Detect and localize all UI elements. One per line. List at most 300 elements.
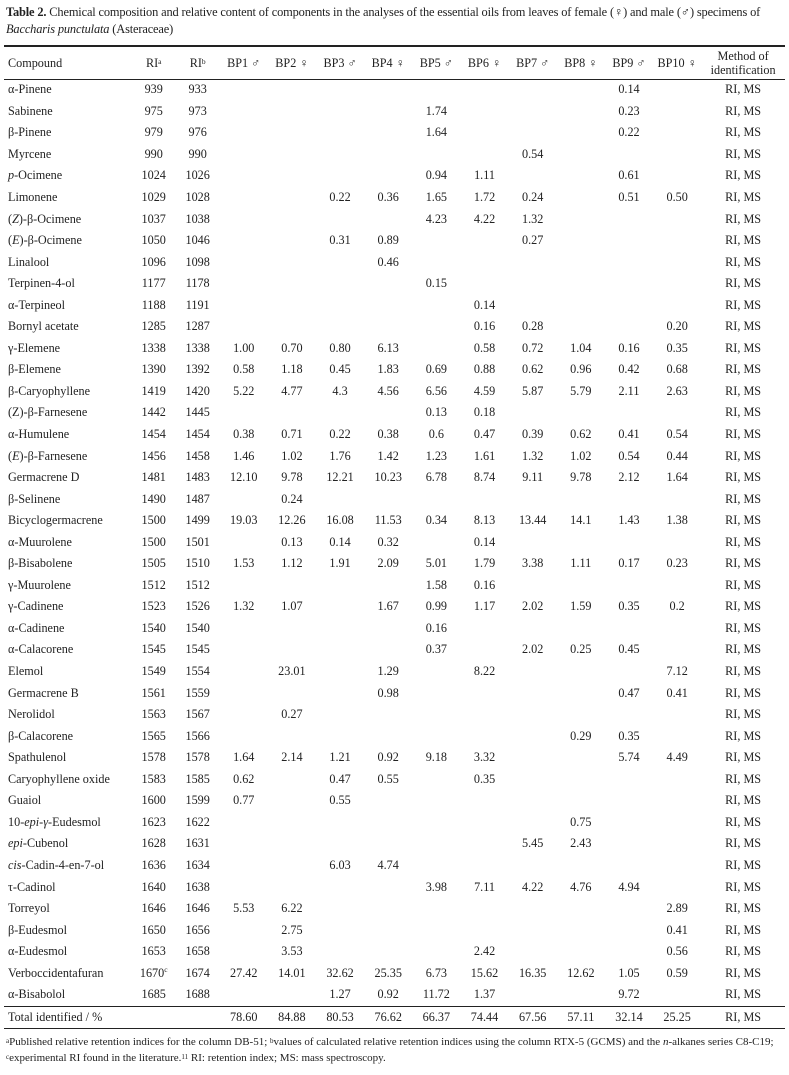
total-method-cell: RI, MS bbox=[701, 1006, 785, 1029]
table-row bbox=[4, 769, 785, 791]
sample-value-cell bbox=[268, 273, 316, 295]
compound-name: Germacrene D bbox=[8, 470, 80, 485]
ri-a-cell bbox=[132, 165, 176, 187]
sample-value-cell: 0.51 bbox=[618, 190, 640, 204]
sample-value-cell: 0.28 bbox=[522, 319, 544, 334]
sample-value-cell: 0.22 bbox=[329, 427, 351, 442]
sample-value-cell bbox=[220, 101, 268, 123]
ri-a-value: 1454 bbox=[141, 427, 166, 442]
sample-value-cell: 7.11 bbox=[474, 879, 495, 894]
sample-value-cell bbox=[220, 575, 268, 597]
sample-value-cell: 0.96 bbox=[570, 362, 592, 377]
table-row bbox=[4, 639, 785, 661]
sample-value-cell: 1.59 bbox=[570, 599, 592, 614]
sample-value-cell bbox=[316, 316, 364, 338]
footnote-end-text: RI: retention index; MS: mass spectroscopy. bbox=[188, 1051, 386, 1064]
sample-value-cell bbox=[557, 984, 605, 1006]
ri-b-cell: 976 bbox=[188, 125, 207, 140]
ri-b-cell: 1420 bbox=[185, 383, 210, 398]
sample-value-cell bbox=[557, 402, 605, 424]
sample-value-cell: 0.24 bbox=[281, 491, 303, 506]
table-row bbox=[4, 101, 785, 123]
table-row bbox=[4, 445, 785, 467]
ri-b-cell: 933 bbox=[188, 82, 207, 97]
sample-value-cell: 4.76 bbox=[570, 879, 592, 894]
compound-italic: p bbox=[8, 168, 15, 183]
sample-value-cell: 0.92 bbox=[377, 987, 399, 1002]
sample-value-cell: 1.58 bbox=[425, 577, 448, 592]
sample-value-cell bbox=[268, 725, 316, 747]
sample-value-cell: 2.43 bbox=[570, 836, 592, 851]
sample-value-cell: 4.3 bbox=[332, 383, 348, 398]
sample-value-cell bbox=[557, 704, 605, 726]
sample-value-cell bbox=[364, 101, 412, 123]
ri-a-cell bbox=[132, 919, 176, 941]
header-method-line2: identification bbox=[710, 62, 776, 77]
compound-name: α-Cadinene bbox=[8, 620, 65, 635]
compound-name: β-Eudesmol bbox=[8, 922, 68, 937]
ri-b-cell: 1487 bbox=[185, 491, 210, 506]
sample-value-cell bbox=[460, 618, 508, 640]
sample-value-cell: 1.83 bbox=[377, 362, 399, 377]
sample-value-cell bbox=[220, 855, 268, 877]
sample-value-cell bbox=[509, 79, 557, 101]
sample-value-cell bbox=[557, 122, 605, 144]
sample-value-cell bbox=[557, 790, 605, 812]
table-row bbox=[4, 919, 785, 941]
table-row bbox=[4, 165, 785, 187]
method-cell: RI, MS bbox=[725, 297, 762, 312]
ri-b-cell: 1566 bbox=[185, 728, 210, 743]
ri-a-value: 1037 bbox=[141, 211, 166, 226]
ri-a-value: 1481 bbox=[141, 470, 166, 485]
sample-value-cell: 0.16 bbox=[473, 319, 496, 334]
sample-value-cell: 0.22 bbox=[618, 125, 640, 140]
sample-value-cell: 4.59 bbox=[473, 383, 496, 398]
sample-value-cell bbox=[220, 618, 268, 640]
sample-value-cell bbox=[412, 682, 460, 704]
sample-value-cell bbox=[653, 251, 701, 273]
sample-value-cell bbox=[364, 273, 412, 295]
total-ri-a-empty bbox=[132, 1006, 176, 1029]
method-cell: RI, MS bbox=[725, 254, 762, 269]
sample-value-cell bbox=[509, 941, 557, 963]
table-label: Table 2. bbox=[6, 5, 47, 19]
footnote-c-marker: c bbox=[6, 1052, 10, 1061]
method-cell: RI, MS bbox=[725, 383, 762, 398]
ri-a-value: 1646 bbox=[141, 901, 166, 916]
total-value-cell: 57.11 bbox=[557, 1006, 605, 1029]
sample-value-cell bbox=[268, 769, 316, 791]
sample-value-cell: 0.36 bbox=[377, 190, 399, 204]
sample-value-cell bbox=[268, 208, 316, 230]
sample-value-cell bbox=[509, 725, 557, 747]
sample-value-cell bbox=[605, 661, 653, 683]
compound-paren-close: ) bbox=[19, 233, 24, 248]
sample-value-cell bbox=[316, 618, 364, 640]
ri-b-cell: 1567 bbox=[185, 707, 210, 722]
ri-b-cell: 1098 bbox=[185, 254, 210, 269]
sample-value-cell: 0.44 bbox=[666, 448, 688, 463]
sample-value-cell bbox=[220, 833, 268, 855]
sample-value-cell: 0.54 bbox=[666, 427, 688, 442]
sample-value-cell bbox=[460, 898, 508, 920]
sample-value-cell bbox=[653, 876, 701, 898]
compound-cell bbox=[4, 531, 132, 553]
ri-b-cell: 1599 bbox=[185, 793, 210, 808]
sample-value-cell: 0.71 bbox=[281, 427, 303, 442]
method-cell: RI, MS bbox=[725, 728, 762, 743]
sample-value-cell: 32.62 bbox=[326, 965, 354, 980]
sample-value-cell bbox=[364, 144, 412, 166]
compound-name: Nerolidol bbox=[8, 707, 55, 722]
compound-cell bbox=[4, 144, 132, 166]
sample-value-cell bbox=[653, 402, 701, 424]
sample-value-cell: 0.59 bbox=[666, 965, 688, 980]
sample-value-cell bbox=[412, 898, 460, 920]
sample-value-cell: 0.35 bbox=[618, 599, 640, 614]
compound-italic: γ bbox=[43, 814, 49, 829]
ri-a-value: 1583 bbox=[141, 771, 166, 786]
sample-value-cell bbox=[653, 101, 701, 123]
sample-value-cell: 0.18 bbox=[473, 405, 496, 420]
sample-value-cell bbox=[316, 165, 364, 187]
ri-a-value: 939 bbox=[144, 82, 163, 97]
sample-value-cell: 0.35 bbox=[618, 728, 640, 743]
sample-value-cell: 0.58 bbox=[233, 362, 255, 377]
ri-b-cell: 1499 bbox=[185, 513, 210, 528]
sample-value-cell: 0.17 bbox=[618, 556, 640, 571]
sample-value-cell bbox=[220, 165, 268, 187]
header-ri-b-sup: b bbox=[201, 56, 206, 66]
sample-value-cell: 10.23 bbox=[374, 470, 402, 485]
sample-value-cell bbox=[509, 661, 557, 683]
ri-a-value: 1549 bbox=[141, 664, 166, 679]
method-cell: RI, MS bbox=[725, 470, 762, 485]
table-row bbox=[4, 682, 785, 704]
sample-value-cell bbox=[364, 122, 412, 144]
sample-value-cell bbox=[460, 251, 508, 273]
table-row bbox=[4, 553, 785, 575]
ri-a-value: 1500 bbox=[141, 534, 166, 549]
footnote-b-text2: -alkanes series C8-C19; bbox=[668, 1036, 774, 1048]
table-row bbox=[4, 316, 785, 338]
sample-value-cell bbox=[557, 898, 605, 920]
sample-value-cell: 1.11 bbox=[474, 168, 495, 183]
sample-value-cell bbox=[364, 898, 412, 920]
ri-a-cell bbox=[132, 338, 176, 360]
sample-value-cell: 0.55 bbox=[329, 793, 351, 808]
sample-value-cell bbox=[509, 769, 557, 791]
sample-value-cell bbox=[557, 747, 605, 769]
sample-value-cell: 0.94 bbox=[425, 168, 448, 183]
table-row bbox=[4, 790, 785, 812]
ri-b-cell: 1540 bbox=[185, 620, 210, 635]
sample-value-cell bbox=[220, 208, 268, 230]
total-value-cell: 76.62 bbox=[364, 1006, 412, 1029]
table-row bbox=[4, 381, 785, 403]
sample-value-cell: 1.18 bbox=[281, 362, 303, 377]
sample-value-cell bbox=[268, 833, 316, 855]
footnote-a-marker: a bbox=[6, 1037, 10, 1045]
compound-cell bbox=[4, 962, 132, 984]
method-cell: RI, MS bbox=[725, 276, 762, 291]
sample-value-cell bbox=[268, 79, 316, 101]
sample-value-cell bbox=[412, 941, 460, 963]
sample-value-cell bbox=[557, 855, 605, 877]
sample-value-cell bbox=[316, 273, 364, 295]
ri-a-value: 990 bbox=[144, 146, 163, 161]
sample-value-cell bbox=[557, 919, 605, 941]
sample-value-cell bbox=[220, 725, 268, 747]
ri-a-cell bbox=[132, 381, 176, 403]
sample-value-cell: 1.65 bbox=[425, 190, 448, 204]
ri-a-value: 1670 bbox=[139, 965, 165, 980]
ri-b-cell: 1674 bbox=[185, 965, 210, 980]
sample-value-cell bbox=[460, 101, 508, 123]
sample-value-cell bbox=[268, 101, 316, 123]
sample-value-cell: 5.45 bbox=[522, 836, 544, 851]
compound-cell bbox=[4, 769, 132, 791]
table-row bbox=[4, 661, 785, 683]
sample-value-cell bbox=[412, 812, 460, 834]
ri-a-cell bbox=[132, 424, 176, 446]
sample-value-cell: 19.03 bbox=[230, 513, 258, 528]
method-cell: RI, MS bbox=[725, 448, 762, 463]
sample-value-cell: 2.02 bbox=[522, 599, 544, 614]
sample-value-cell bbox=[509, 531, 557, 553]
ri-a-value: 1490 bbox=[141, 491, 166, 506]
sample-value-cell bbox=[268, 682, 316, 704]
sample-value-cell: 0.13 bbox=[425, 405, 448, 420]
ri-b-cell: 1585 bbox=[185, 771, 210, 786]
composition-table bbox=[4, 46, 785, 1029]
compound-cell bbox=[4, 812, 132, 834]
ri-a-cell bbox=[132, 402, 176, 424]
sample-value-cell: 6.56 bbox=[425, 383, 448, 398]
sample-value-cell bbox=[460, 122, 508, 144]
compound-name: τ-Cadinol bbox=[8, 879, 56, 894]
sample-value-cell: 5.87 bbox=[522, 383, 544, 398]
ri-a-value: 1500 bbox=[141, 513, 166, 528]
ri-b-cell: 1338 bbox=[185, 340, 210, 355]
compound-part: - bbox=[39, 814, 44, 829]
sample-value-cell bbox=[460, 919, 508, 941]
sample-value-cell bbox=[509, 251, 557, 273]
table-row bbox=[4, 208, 785, 230]
sample-value-cell bbox=[316, 941, 364, 963]
ri-a-cell bbox=[132, 467, 176, 489]
footnote-n-italic: n bbox=[662, 1036, 669, 1048]
ri-b-cell: 1191 bbox=[185, 297, 210, 312]
table-row bbox=[4, 855, 785, 877]
sample-value-cell bbox=[268, 790, 316, 812]
ri-a-value: 1096 bbox=[141, 254, 166, 269]
sample-value-cell: 0.62 bbox=[570, 427, 592, 442]
sample-value-cell bbox=[220, 122, 268, 144]
header-sample: BP3 ♂ bbox=[323, 55, 357, 70]
sample-value-cell: 1.00 bbox=[233, 340, 255, 355]
sample-value-cell bbox=[509, 101, 557, 123]
sample-value-cell bbox=[268, 984, 316, 1006]
ri-b-cell: 1554 bbox=[185, 664, 210, 679]
sample-value-cell bbox=[268, 251, 316, 273]
sample-value-cell bbox=[605, 919, 653, 941]
sample-value-cell: 0.27 bbox=[281, 707, 303, 722]
sample-value-cell: 0.47 bbox=[618, 685, 640, 700]
sample-value-cell: 0.31 bbox=[329, 233, 351, 248]
compound-cell bbox=[4, 316, 132, 338]
compound-cell bbox=[4, 984, 132, 1006]
compound-cell bbox=[4, 941, 132, 963]
ri-a-cell bbox=[132, 208, 176, 230]
ri-b-cell: 1501 bbox=[185, 534, 210, 549]
sample-value-cell bbox=[412, 661, 460, 683]
ri-a-cell bbox=[132, 876, 176, 898]
sample-value-cell bbox=[220, 919, 268, 941]
ri-a-cell bbox=[132, 618, 176, 640]
sample-value-cell: 1.07 bbox=[281, 599, 303, 614]
sample-value-cell bbox=[364, 704, 412, 726]
compound-name: α-Muurolene bbox=[8, 534, 72, 549]
sample-value-cell bbox=[316, 919, 364, 941]
sample-value-cell bbox=[316, 575, 364, 597]
sample-value-cell: 0.14 bbox=[618, 82, 640, 97]
sample-value-cell: 0.68 bbox=[666, 362, 688, 377]
ri-a-cell bbox=[132, 273, 176, 295]
sample-value-cell bbox=[220, 876, 268, 898]
sample-value-cell bbox=[605, 898, 653, 920]
sample-value-cell bbox=[412, 855, 460, 877]
sample-value-cell: 4.94 bbox=[618, 879, 640, 894]
compound-paren-open: ( bbox=[8, 448, 13, 463]
sample-value-cell bbox=[220, 639, 268, 661]
sample-value-cell bbox=[460, 725, 508, 747]
sample-value-cell: 6.73 bbox=[425, 965, 448, 980]
method-cell: RI, MS bbox=[725, 427, 762, 442]
sample-value-cell bbox=[268, 230, 316, 252]
sample-value-cell bbox=[268, 876, 316, 898]
sample-value-cell: 0.25 bbox=[570, 642, 592, 657]
sample-value-cell: 0.35 bbox=[473, 771, 496, 786]
sample-value-cell bbox=[220, 661, 268, 683]
method-cell: RI, MS bbox=[725, 534, 762, 549]
table-row bbox=[4, 531, 785, 553]
header-sample: BP9 ♂ bbox=[612, 55, 646, 70]
method-cell: RI, MS bbox=[725, 211, 762, 226]
method-cell: RI, MS bbox=[725, 922, 762, 937]
sample-value-cell bbox=[557, 294, 605, 316]
compound-name: Limonene bbox=[8, 190, 58, 204]
sample-value-cell bbox=[316, 122, 364, 144]
sample-value-cell bbox=[653, 208, 701, 230]
sample-value-cell bbox=[268, 294, 316, 316]
sample-value-cell: 16.08 bbox=[326, 513, 354, 528]
compound-name: -β-Farnesene bbox=[23, 448, 88, 463]
compound-cell bbox=[4, 639, 132, 661]
sample-value-cell: 9.78 bbox=[570, 470, 592, 485]
table-row bbox=[4, 230, 785, 252]
sample-value-cell bbox=[509, 898, 557, 920]
ri-a-value: 1338 bbox=[141, 340, 166, 355]
sample-value-cell: 5.01 bbox=[425, 556, 448, 571]
table-row bbox=[4, 725, 785, 747]
sample-value-cell bbox=[316, 251, 364, 273]
sample-value-cell: 1.27 bbox=[329, 987, 351, 1002]
sample-value-cell bbox=[653, 790, 701, 812]
sample-value-cell bbox=[605, 144, 653, 166]
sample-value-cell bbox=[605, 273, 653, 295]
compound-cell bbox=[4, 359, 132, 381]
sample-value-cell bbox=[220, 704, 268, 726]
sample-value-cell: 1.05 bbox=[618, 965, 640, 980]
sample-value-cell bbox=[268, 402, 316, 424]
sample-value-cell bbox=[557, 79, 605, 101]
ri-b-cell: 1038 bbox=[185, 211, 210, 226]
sample-value-cell: 1.64 bbox=[233, 750, 255, 765]
sample-value-cell: 0.24 bbox=[522, 190, 544, 204]
ri-a-cell bbox=[132, 962, 176, 984]
sample-value-cell: 0.55 bbox=[377, 771, 399, 786]
sample-value-cell bbox=[557, 165, 605, 187]
compound-name: -Ocimene bbox=[14, 168, 63, 183]
sample-value-cell bbox=[412, 769, 460, 791]
compound-cell bbox=[4, 618, 132, 640]
sample-value-cell bbox=[316, 682, 364, 704]
sample-value-cell bbox=[653, 833, 701, 855]
sample-value-cell bbox=[509, 488, 557, 510]
sample-value-cell: 0.38 bbox=[233, 427, 255, 442]
sample-value-cell: 0.99 bbox=[425, 599, 448, 614]
sample-value-cell bbox=[557, 661, 605, 683]
compound-name: Torreyol bbox=[8, 901, 50, 916]
sample-value-cell bbox=[316, 101, 364, 123]
compound-cell bbox=[4, 488, 132, 510]
sample-value-cell: 4.56 bbox=[377, 383, 399, 398]
ri-a-cell bbox=[132, 359, 176, 381]
header-sample: BP7 ♂ bbox=[516, 55, 550, 70]
sample-value-cell bbox=[509, 855, 557, 877]
ri-a-cell bbox=[132, 769, 176, 791]
sample-value-cell bbox=[557, 682, 605, 704]
ri-a-cell bbox=[132, 510, 176, 532]
sample-value-cell bbox=[268, 122, 316, 144]
sample-value-cell bbox=[653, 230, 701, 252]
footnote-reference: 11 bbox=[181, 1052, 189, 1061]
compound-italic: epi bbox=[8, 836, 23, 851]
method-cell: RI, MS bbox=[725, 814, 762, 829]
ri-a-value: 1512 bbox=[141, 577, 166, 592]
compound-name: Spathulenol bbox=[8, 750, 67, 765]
sample-value-cell bbox=[557, 251, 605, 273]
sample-value-cell: 0.47 bbox=[329, 771, 351, 786]
sample-value-cell: 13.44 bbox=[518, 513, 547, 528]
sample-value-cell: 0.41 bbox=[666, 685, 688, 700]
ri-b-cell: 1458 bbox=[185, 448, 210, 463]
sample-value-cell bbox=[412, 230, 460, 252]
method-cell: RI, MS bbox=[725, 491, 762, 506]
compound-cell bbox=[4, 682, 132, 704]
ri-a-cell bbox=[132, 553, 176, 575]
sample-value-cell: 0.14 bbox=[473, 534, 496, 549]
sample-value-cell bbox=[509, 984, 557, 1006]
sample-value-cell bbox=[509, 618, 557, 640]
sample-value-cell bbox=[316, 833, 364, 855]
sample-value-cell bbox=[460, 704, 508, 726]
compound-name: β-Selinene bbox=[8, 491, 61, 506]
sample-value-cell: 0.14 bbox=[473, 297, 496, 312]
sample-value-cell bbox=[509, 790, 557, 812]
